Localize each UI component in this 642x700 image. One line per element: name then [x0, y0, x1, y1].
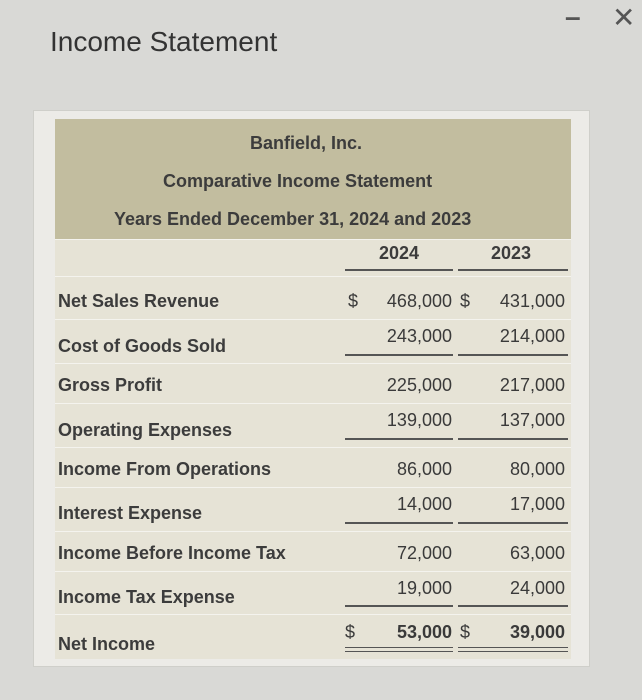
subtotal-underline-2024 [345, 522, 453, 524]
income-statement-table [55, 119, 571, 659]
divider [55, 363, 571, 364]
subtotal-underline-2023 [458, 354, 568, 356]
divider [55, 487, 571, 488]
row-label-operating-expenses: Operating Expenses [58, 420, 233, 440]
header-underline-2023 [458, 269, 568, 271]
divider [55, 447, 571, 448]
header-underline-2024 [345, 269, 453, 271]
value-cogs-2023: 214,000 [499, 326, 565, 346]
value-interest-expense-2023: 17,000 [509, 494, 565, 514]
value-operating-expenses-2023: 137,000 [499, 410, 565, 430]
statement-panel [33, 110, 590, 667]
divider [55, 614, 571, 615]
row-label-interest-expense: Interest Expense [58, 503, 203, 523]
divider [55, 276, 571, 277]
row-label-net-sales-revenue: Net Sales Revenue [58, 291, 220, 311]
subtotal-underline-2023 [458, 605, 568, 607]
company-name: Banfield, Inc. [250, 133, 363, 153]
minimize-button[interactable]: – [565, 1, 581, 32]
subtotal-underline-2024 [345, 605, 453, 607]
window-title: Income Statement [50, 26, 278, 57]
value-income-before-tax-2024: 72,000 [396, 543, 452, 563]
row-label-net-income: Net Income [58, 634, 156, 654]
currency-symbol: $ [460, 291, 471, 311]
statement-period: Years Ended December 31, 2024 and 2023 [114, 209, 472, 229]
value-cogs-2024: 243,000 [386, 326, 452, 346]
subtotal-underline-2024 [345, 438, 453, 440]
subtotal-underline-2024 [345, 354, 453, 356]
value-gross-profit-2023: 217,000 [499, 375, 565, 395]
total-double-underline-2023 [458, 647, 568, 652]
value-operating-expenses-2024: 139,000 [386, 410, 452, 430]
row-label-gross-profit: Gross Profit [58, 375, 163, 395]
value-gross-profit-2024: 225,000 [386, 375, 452, 395]
currency-symbol: $ [345, 622, 356, 642]
subtotal-underline-2023 [458, 522, 568, 524]
value-net-sales-2024: 468,000 [386, 291, 452, 311]
divider [55, 239, 571, 240]
total-double-underline-2024 [345, 647, 453, 652]
statement-title: Comparative Income Statement [163, 171, 433, 191]
divider [55, 571, 571, 572]
row-label-income-from-operations: Income From Operations [58, 459, 272, 479]
currency-symbol: $ [348, 291, 359, 311]
divider [55, 531, 571, 532]
divider [55, 319, 571, 320]
value-interest-expense-2024: 14,000 [396, 494, 452, 514]
row-label-income-before-income-tax: Income Before Income Tax [58, 543, 286, 563]
value-income-from-operations-2024: 86,000 [396, 459, 452, 479]
currency-symbol: $ [460, 622, 471, 642]
subtotal-underline-2023 [458, 438, 568, 440]
value-income-before-tax-2023: 63,000 [509, 543, 565, 563]
value-net-sales-2023: 431,000 [499, 291, 565, 311]
value-income-tax-expense-2023: 24,000 [509, 578, 565, 598]
column-header-2023: 2023 [491, 243, 532, 263]
row-label-cost-of-goods-sold: Cost of Goods Sold [58, 336, 226, 356]
column-header-2024: 2024 [379, 243, 420, 263]
value-income-from-operations-2023: 80,000 [509, 459, 565, 479]
row-label-income-tax-expense: Income Tax Expense [58, 587, 235, 607]
divider [55, 403, 571, 404]
value-net-income-2023: 39,000 [509, 622, 565, 642]
close-button[interactable]: ✕ [612, 2, 636, 33]
value-net-income-2024: 53,000 [396, 622, 452, 642]
value-income-tax-expense-2024: 19,000 [396, 578, 452, 598]
